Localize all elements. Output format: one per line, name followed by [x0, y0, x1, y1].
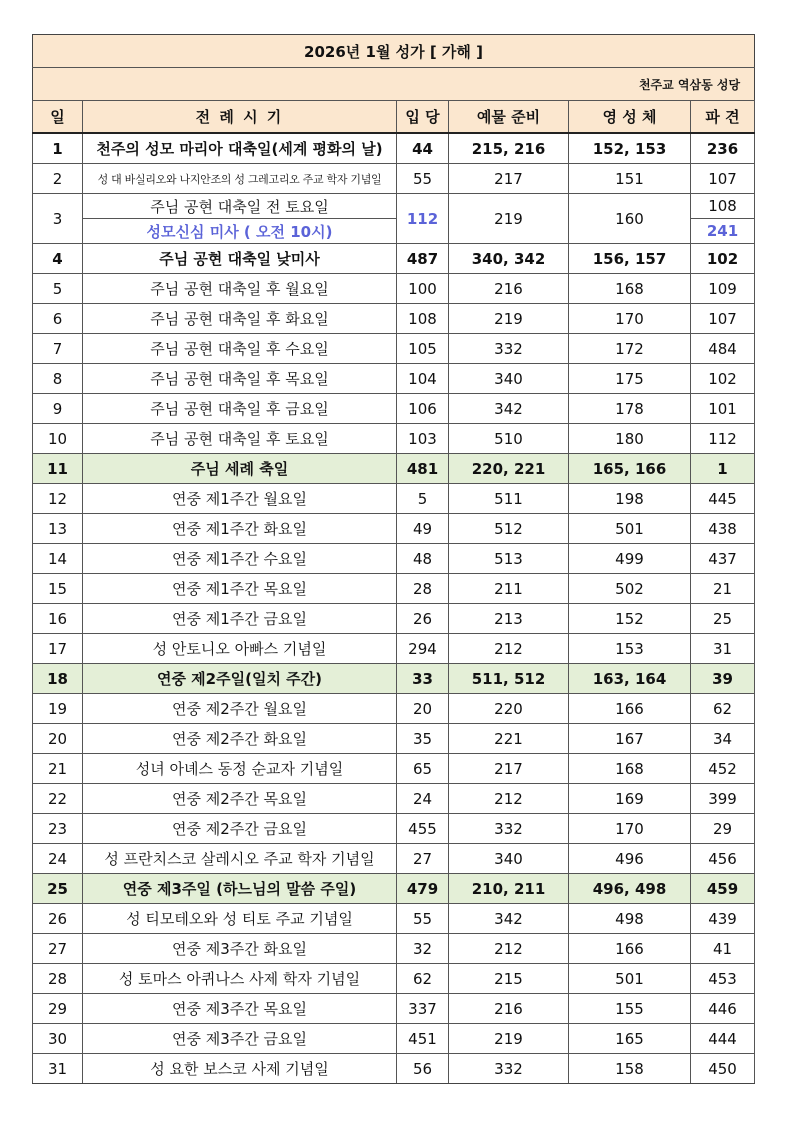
cell-communion: 167	[569, 724, 691, 754]
table-row	[33, 694, 755, 724]
cell-communion: 178	[569, 394, 691, 424]
cell-communion: 166	[569, 934, 691, 964]
cell-communion: 502	[569, 574, 691, 604]
table-row	[33, 754, 755, 784]
cell-dismissal: 41	[691, 934, 755, 964]
cell-entrance: 24	[397, 784, 449, 814]
cell-liturgy: 주님 공현 대축일 후 목요일	[83, 364, 397, 394]
cell-offertory: 340, 342	[449, 244, 569, 274]
cell-liturgy: 연중 제2주간 목요일	[83, 784, 397, 814]
cell-communion: 498	[569, 904, 691, 934]
cell-entrance: 49	[397, 514, 449, 544]
cell-dismissal: 446	[691, 994, 755, 1024]
table-row	[33, 574, 755, 604]
table-row	[33, 724, 755, 754]
cell-day: 26	[33, 904, 83, 934]
cell-liturgy: 성 프란치스코 살레시오 주교 학자 기념일	[83, 844, 397, 874]
cell-dismissal: 439	[691, 904, 755, 934]
cell-dismissal: 102	[691, 244, 755, 274]
table-header	[33, 101, 755, 134]
cell-dismissal: 456	[691, 844, 755, 874]
table-row	[33, 604, 755, 634]
hymn-table	[32, 34, 755, 1084]
table-row	[33, 454, 755, 484]
cell-dismissal: 101	[691, 394, 755, 424]
cell-entrance: 55	[397, 904, 449, 934]
table-row	[33, 364, 755, 394]
cell-entrance: 294	[397, 634, 449, 664]
table-row	[33, 814, 755, 844]
cell-offertory: 340	[449, 844, 569, 874]
cell-dismissal: 31	[691, 634, 755, 664]
cell-communion: 170	[569, 814, 691, 844]
cell-entrance: 479	[397, 874, 449, 904]
cell-offertory: 342	[449, 904, 569, 934]
cell-dismissal: 107	[691, 304, 755, 334]
cell-entrance: 33	[397, 664, 449, 694]
cell-day: 11	[33, 454, 83, 484]
cell-day: 13	[33, 514, 83, 544]
cell-entrance: 337	[397, 994, 449, 1024]
cell-entrance: 56	[397, 1054, 449, 1084]
cell-day: 14	[33, 544, 83, 574]
cell-offertory: 213	[449, 604, 569, 634]
cell-dismissal: 21	[691, 574, 755, 604]
cell-dismissal: 459	[691, 874, 755, 904]
cell-entrance: 48	[397, 544, 449, 574]
header-offertory: 예물 준비	[449, 101, 569, 134]
header-communion: 영 성 체	[569, 101, 691, 134]
cell-dismissal: 29	[691, 814, 755, 844]
cell-day: 27	[33, 934, 83, 964]
cell-dismissal: 438	[691, 514, 755, 544]
cell-day: 1	[33, 133, 83, 164]
cell-dismissal: 1	[691, 454, 755, 484]
cell-communion: 168	[569, 274, 691, 304]
cell-day: 10	[33, 424, 83, 454]
table-row	[33, 484, 755, 514]
cell-day: 24	[33, 844, 83, 874]
cell-entrance: 104	[397, 364, 449, 394]
cell-day: 21	[33, 754, 83, 784]
cell-liturgy: 주님 공현 대축일 후 토요일	[83, 424, 397, 454]
table-row	[33, 1054, 755, 1084]
cell-entrance: 44	[397, 133, 449, 164]
cell-dismissal2: 241	[691, 219, 755, 244]
cell-day: 6	[33, 304, 83, 334]
cell-offertory: 216	[449, 274, 569, 304]
table-row	[33, 194, 755, 219]
cell-offertory: 340	[449, 364, 569, 394]
parish-name: 천주교 역삼동 성당	[33, 68, 755, 101]
table-row	[33, 164, 755, 194]
cell-dismissal: 437	[691, 544, 755, 574]
cell-day: 16	[33, 604, 83, 634]
cell-entrance: 108	[397, 304, 449, 334]
cell-communion: 501	[569, 514, 691, 544]
cell-day: 15	[33, 574, 83, 604]
cell-dismissal: 453	[691, 964, 755, 994]
cell-entrance: 28	[397, 574, 449, 604]
cell-dismissal: 445	[691, 484, 755, 514]
cell-offertory: 215	[449, 964, 569, 994]
cell-communion: 499	[569, 544, 691, 574]
cell-liturgy: 연중 제2주간 금요일	[83, 814, 397, 844]
cell-offertory: 511	[449, 484, 569, 514]
cell-liturgy: 성녀 아녜스 동정 순교자 기념일	[83, 754, 397, 784]
cell-communion: 160	[569, 194, 691, 244]
cell-entrance: 455	[397, 814, 449, 844]
cell-day: 25	[33, 874, 83, 904]
cell-offertory: 217	[449, 164, 569, 194]
cell-day: 3	[33, 194, 83, 244]
cell-communion: 166	[569, 694, 691, 724]
cell-liturgy: 주님 공현 대축일 낮미사	[83, 244, 397, 274]
cell-communion: 172	[569, 334, 691, 364]
cell-entrance: 112	[397, 194, 449, 244]
cell-liturgy: 연중 제2주일(일치 주간)	[83, 664, 397, 694]
cell-day: 2	[33, 164, 83, 194]
cell-communion: 156, 157	[569, 244, 691, 274]
table-row	[33, 334, 755, 364]
cell-entrance: 451	[397, 1024, 449, 1054]
cell-offertory: 332	[449, 334, 569, 364]
cell-entrance: 65	[397, 754, 449, 784]
cell-entrance: 27	[397, 844, 449, 874]
cell-liturgy: 연중 제3주일 (하느님의 말씀 주일)	[83, 874, 397, 904]
cell-dismissal: 107	[691, 164, 755, 194]
cell-day: 20	[33, 724, 83, 754]
cell-day: 12	[33, 484, 83, 514]
cell-dismissal: 399	[691, 784, 755, 814]
cell-liturgy: 연중 제2주간 화요일	[83, 724, 397, 754]
cell-entrance: 55	[397, 164, 449, 194]
cell-day: 29	[33, 994, 83, 1024]
cell-offertory: 512	[449, 514, 569, 544]
cell-day: 30	[33, 1024, 83, 1054]
cell-day: 23	[33, 814, 83, 844]
cell-entrance: 32	[397, 934, 449, 964]
cell-communion: 151	[569, 164, 691, 194]
cell-liturgy: 연중 제3주간 목요일	[83, 994, 397, 1024]
cell-offertory: 219	[449, 1024, 569, 1054]
cell-liturgy: 연중 제1주간 월요일	[83, 484, 397, 514]
cell-entrance: 100	[397, 274, 449, 304]
cell-offertory: 221	[449, 724, 569, 754]
cell-entrance: 26	[397, 604, 449, 634]
cell-liturgy: 연중 제1주간 목요일	[83, 574, 397, 604]
cell-offertory: 219	[449, 194, 569, 244]
cell-dismissal: 112	[691, 424, 755, 454]
cell-dismissal: 108	[691, 194, 755, 219]
cell-communion: 501	[569, 964, 691, 994]
cell-communion: 175	[569, 364, 691, 394]
cell-communion: 165, 166	[569, 454, 691, 484]
cell-offertory: 217	[449, 754, 569, 784]
table-row	[33, 874, 755, 904]
cell-liturgy: 주님 공현 대축일 전 토요일	[83, 194, 397, 219]
cell-liturgy: 주님 공현 대축일 후 수요일	[83, 334, 397, 364]
cell-communion: 168	[569, 754, 691, 784]
cell-offertory: 211	[449, 574, 569, 604]
cell-entrance: 481	[397, 454, 449, 484]
table-row	[33, 994, 755, 1024]
cell-offertory: 212	[449, 784, 569, 814]
cell-entrance: 62	[397, 964, 449, 994]
header-day: 일	[33, 101, 83, 134]
cell-dismissal: 39	[691, 664, 755, 694]
table-row	[33, 274, 755, 304]
cell-offertory: 510	[449, 424, 569, 454]
cell-liturgy: 주님 공현 대축일 후 월요일	[83, 274, 397, 304]
cell-offertory: 220	[449, 694, 569, 724]
cell-entrance: 35	[397, 724, 449, 754]
cell-day: 28	[33, 964, 83, 994]
cell-entrance: 105	[397, 334, 449, 364]
cell-offertory: 212	[449, 634, 569, 664]
cell-offertory: 332	[449, 1054, 569, 1084]
cell-day: 5	[33, 274, 83, 304]
cell-entrance: 5	[397, 484, 449, 514]
cell-liturgy: 연중 제1주간 화요일	[83, 514, 397, 544]
cell-day: 8	[33, 364, 83, 394]
cell-liturgy: 성 대 바실리오와 나지안조의 성 그레고리오 주교 학자 기념일	[83, 164, 397, 194]
cell-offertory: 212	[449, 934, 569, 964]
table-row	[33, 934, 755, 964]
cell-communion: 158	[569, 1054, 691, 1084]
cell-dismissal: 34	[691, 724, 755, 754]
cell-liturgy: 성 요한 보스코 사제 기념일	[83, 1054, 397, 1084]
cell-dismissal: 109	[691, 274, 755, 304]
cell-dismissal: 452	[691, 754, 755, 784]
cell-communion: 153	[569, 634, 691, 664]
cell-liturgy: 주님 공현 대축일 후 금요일	[83, 394, 397, 424]
table-row	[33, 304, 755, 334]
cell-offertory: 220, 221	[449, 454, 569, 484]
cell-dismissal: 484	[691, 334, 755, 364]
table-row	[33, 1024, 755, 1054]
table-row	[33, 964, 755, 994]
cell-liturgy: 성 티모테오와 성 티토 주교 기념일	[83, 904, 397, 934]
table-row	[33, 514, 755, 544]
cell-day: 31	[33, 1054, 83, 1084]
cell-liturgy: 연중 제1주간 수요일	[83, 544, 397, 574]
cell-communion: 496, 498	[569, 874, 691, 904]
cell-offertory: 210, 211	[449, 874, 569, 904]
table-row	[33, 244, 755, 274]
cell-liturgy: 주님 세례 축일	[83, 454, 397, 484]
cell-dismissal: 25	[691, 604, 755, 634]
hymn-schedule-sheet	[32, 34, 754, 1084]
cell-day: 17	[33, 634, 83, 664]
header-liturgy: 전 례 시 기	[83, 101, 397, 134]
cell-communion: 152	[569, 604, 691, 634]
header-dismissal: 파 견	[691, 101, 755, 134]
cell-entrance: 487	[397, 244, 449, 274]
cell-liturgy: 연중 제2주간 월요일	[83, 694, 397, 724]
table-row	[33, 844, 755, 874]
header-entrance: 입 당	[397, 101, 449, 134]
cell-dismissal: 62	[691, 694, 755, 724]
table-row	[33, 394, 755, 424]
cell-communion: 152, 153	[569, 133, 691, 164]
cell-offertory: 511, 512	[449, 664, 569, 694]
cell-liturgy: 성 안토니오 아빠스 기념일	[83, 634, 397, 664]
cell-day: 22	[33, 784, 83, 814]
cell-offertory: 332	[449, 814, 569, 844]
cell-liturgy: 연중 제1주간 금요일	[83, 604, 397, 634]
cell-offertory: 513	[449, 544, 569, 574]
cell-entrance: 103	[397, 424, 449, 454]
cell-communion: 198	[569, 484, 691, 514]
cell-communion: 170	[569, 304, 691, 334]
cell-offertory: 215, 216	[449, 133, 569, 164]
cell-communion: 165	[569, 1024, 691, 1054]
cell-entrance: 20	[397, 694, 449, 724]
page-title: 2026년 1월 성가 [ 가해 ]	[33, 35, 755, 68]
cell-day: 19	[33, 694, 83, 724]
cell-offertory: 219	[449, 304, 569, 334]
cell-day: 7	[33, 334, 83, 364]
cell-communion: 163, 164	[569, 664, 691, 694]
cell-entrance: 106	[397, 394, 449, 424]
cell-offertory: 342	[449, 394, 569, 424]
cell-dismissal: 450	[691, 1054, 755, 1084]
cell-liturgy2: 성모신심 미사 ( 오전 10시)	[83, 219, 397, 244]
cell-dismissal: 102	[691, 364, 755, 394]
table-row	[33, 544, 755, 574]
cell-dismissal: 444	[691, 1024, 755, 1054]
cell-liturgy: 연중 제3주간 화요일	[83, 934, 397, 964]
table-row	[33, 784, 755, 814]
cell-communion: 155	[569, 994, 691, 1024]
cell-day: 9	[33, 394, 83, 424]
table-row	[33, 664, 755, 694]
cell-liturgy: 천주의 성모 마리아 대축일(세계 평화의 날)	[83, 133, 397, 164]
cell-liturgy: 주님 공현 대축일 후 화요일	[83, 304, 397, 334]
cell-dismissal: 236	[691, 133, 755, 164]
cell-day: 18	[33, 664, 83, 694]
table-row	[33, 133, 755, 164]
cell-communion: 169	[569, 784, 691, 814]
cell-offertory: 216	[449, 994, 569, 1024]
table-row	[33, 424, 755, 454]
cell-day: 4	[33, 244, 83, 274]
cell-liturgy: 연중 제3주간 금요일	[83, 1024, 397, 1054]
table-row	[33, 634, 755, 664]
cell-communion: 496	[569, 844, 691, 874]
cell-liturgy: 성 토마스 아퀴나스 사제 학자 기념일	[83, 964, 397, 994]
cell-communion: 180	[569, 424, 691, 454]
table-row	[33, 904, 755, 934]
